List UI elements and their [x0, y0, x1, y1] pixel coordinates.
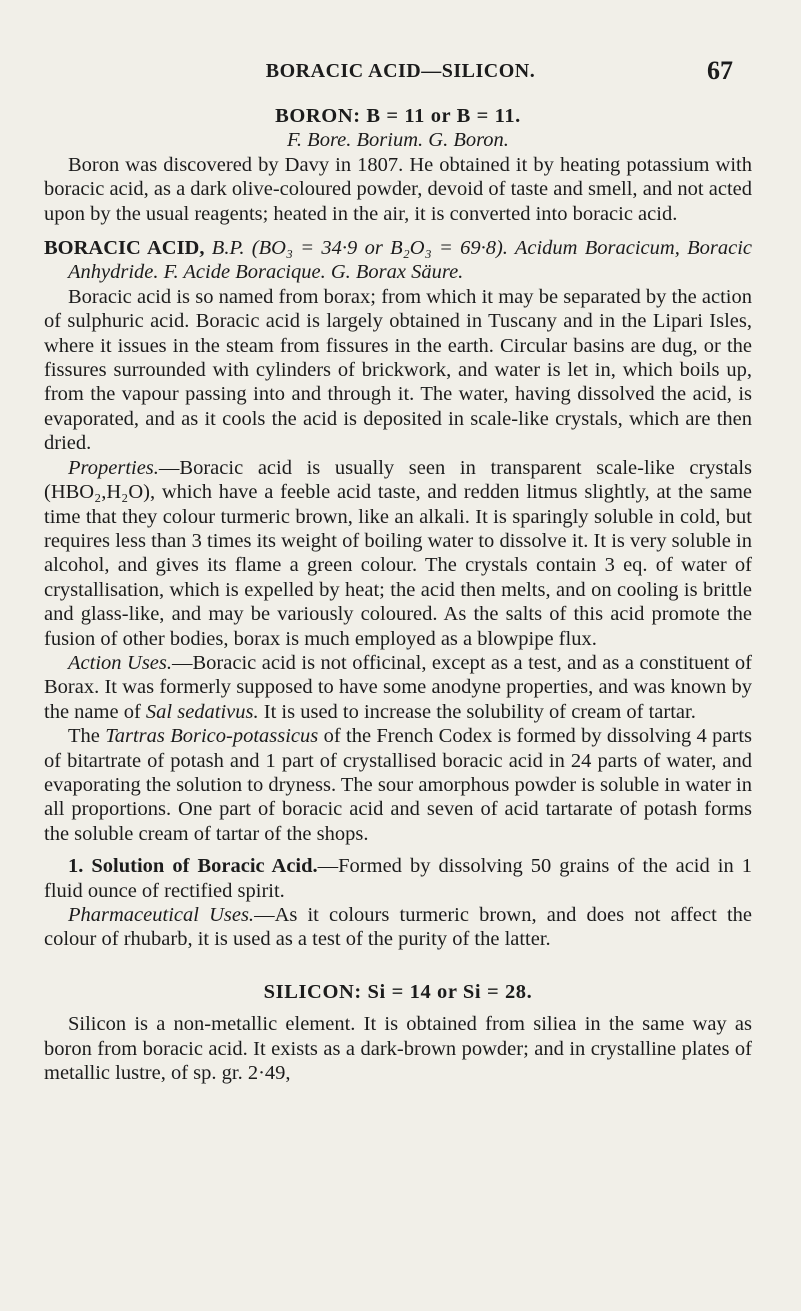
silicon-heading: SILICON: Si = 14 or Si = 28.	[263, 980, 533, 1003]
boron-synonyms	[44, 128, 752, 152]
boracic-acid-description: Boracic acid is so named from borax; from which it may be separated by the action of sulphuric acid. Boracic acid is largely obtained in Tuscany and in the Lipari Isles, where it issues in the steam from fissures in the earth. Circular basins are dug, or the fissures surrounded with cylinders of brickwork, and water is let in, which boils up, from the vapour passing into and through it. The water, having dissolved the acid, is evaporated, and as it cools the acid is deposited in scale-like crystals, which are then dried.	[44, 285, 752, 455]
solution-label: 1. Solution of Boracic Acid.	[68, 855, 318, 878]
action-uses-text-2: It is used to increase the solubility of cream of tartar.	[258, 700, 696, 723]
tartras-text: of the French Codex is formed by dissolving 4 parts of bitartrate of potash and 1 part of crystallised boracic acid in 24 parts of water, and evaporating the solution to dryness. The sour amorphous powder is soluble in water in all proportions. One part of boracic acid and seven of acid tartarate of potash forms the soluble cream of tartar of the shops.	[44, 725, 752, 845]
boracic-acid-title	[44, 236, 752, 285]
tartras-paragraph	[44, 724, 752, 846]
pharmaceutical-uses-text: —As it colours turmeric brown, and does not affect the colour of rhubarb, it is used as a test of the purity of the latter.	[44, 904, 752, 951]
spacer	[44, 1004, 752, 1012]
silicon-text: Silicon is a non-metallic element. It is obtained from siliea in the same way as boron from boracic acid. It exists as a dark-brown powder; and in crystalline plates of metallic lustre, of sp. gr. 2·49,	[44, 1013, 752, 1085]
spacer	[44, 226, 752, 236]
page-number: 67	[707, 56, 733, 85]
running-head	[0, 56, 801, 88]
properties-paragraph	[44, 456, 752, 651]
boracic-acid-label: BORACIC ACID,	[44, 237, 205, 260]
pharmaceutical-uses-paragraph	[44, 903, 752, 952]
sal-sedativus: Sal sedativus.	[145, 700, 259, 723]
tartras-pre: The	[68, 725, 106, 748]
running-title: BORACIC ACID—SILICON.	[265, 60, 536, 82]
pharmaceutical-uses-label: Pharmaceutical Uses.	[68, 904, 255, 926]
action-uses-label: Action Uses.	[68, 651, 172, 674]
properties-text: —Boracic acid is usually seen in transparent scale-like crystals (HBO₂,H₂O), which have a feeble acid taste, and redden litmus slightly, at the same time that they colour turmeric brown, like an alkali. It is sparingly soluble in cold, but requires less than 3 times its weight of boiling water to dissolve it. It is very soluble in alcohol, and gives its flame a green colour. The crystals contain 3 eq. of water of crystallisation, which is expelled by heat; the acid then melts, and on cooling is brittle and glass-like, and may be variously coloured. As the salts of this acid promote the fusion of other bodies, borax is much employed as a blowpipe flux.	[44, 456, 752, 650]
boracic-acid-synonyms: B.P. (BO₃ = 34·9 or B₂O₃ = 69·8). Acidum Boracicum, Boracic Anhydride. F. Acide Boracique. G. Borax Säure.	[68, 237, 753, 284]
solution-text: —Formed by dissolving 50 grains of the acid in 1 fluid ounce of rectified spirit.	[44, 855, 752, 902]
boron-intro: Boron was discovered by Davy in 1807. He obtained it by heating potassium with boracic acid, as a dark olive-coloured powder, devoid of taste and smell, and not acted upon by the usual reagents; heated in the air, it is converted into boracic acid.	[44, 153, 752, 225]
properties-label: Properties.	[68, 456, 159, 479]
action-uses-paragraph	[44, 651, 752, 724]
body-text	[44, 104, 752, 1085]
action-uses-text: —Boracic acid is not officinal, except as a test, and as a constituent of Borax. It was formerly supposed to have some anodyne properties, and was known by the name of	[44, 651, 752, 723]
boron-heading: BORON: B = 11 or B = 11.	[275, 105, 521, 127]
spacer	[44, 952, 752, 980]
tartras-name: Tartras Borico-potassicus	[105, 725, 319, 748]
solution-paragraph	[44, 854, 752, 903]
boron-synonyms-text: F. Bore. Borium. G. Boron.	[287, 129, 509, 152]
spacer	[44, 846, 752, 854]
